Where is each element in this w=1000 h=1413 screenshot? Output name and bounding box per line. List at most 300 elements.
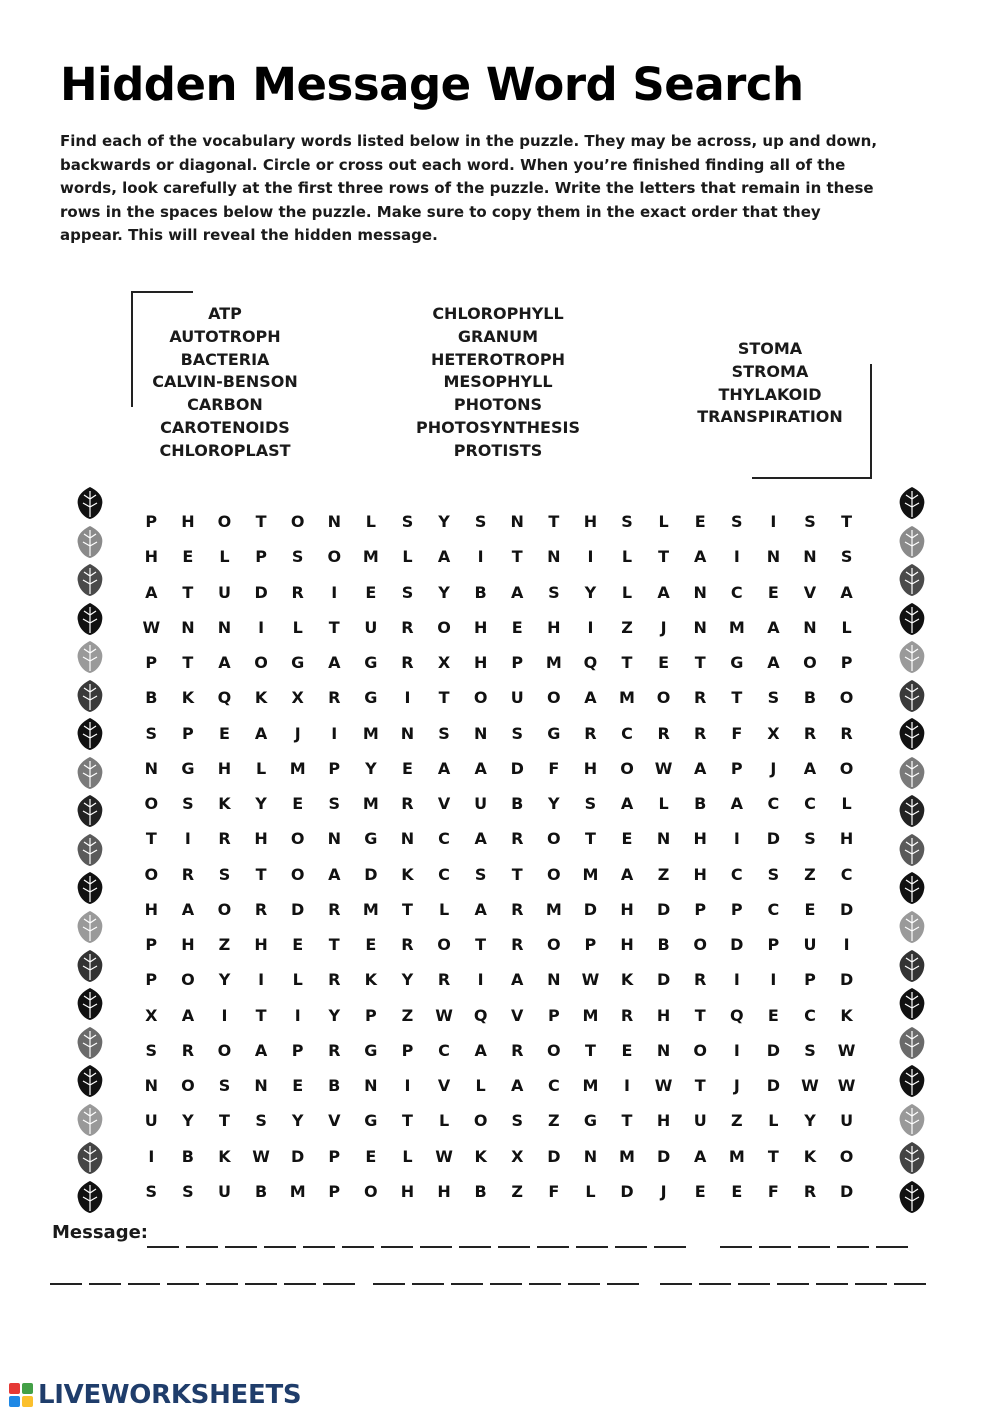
grid-letter[interactable]: D bbox=[839, 899, 854, 919]
message-blank[interactable] bbox=[412, 1283, 444, 1285]
grid-letter[interactable]: B bbox=[803, 688, 817, 708]
message-blank[interactable] bbox=[206, 1283, 238, 1285]
grid-letter[interactable]: M bbox=[289, 1181, 306, 1201]
grid-letter[interactable]: H bbox=[693, 829, 707, 849]
grid-letter[interactable]: I bbox=[221, 1005, 228, 1025]
grid-letter[interactable]: D bbox=[839, 1181, 854, 1201]
grid-letter[interactable]: H bbox=[181, 935, 195, 955]
grid-letter[interactable]: R bbox=[511, 899, 524, 919]
grid-letter[interactable]: V bbox=[511, 1005, 524, 1025]
grid-letter[interactable]: M bbox=[362, 547, 379, 567]
message-blank[interactable] bbox=[777, 1283, 809, 1285]
grid-letter[interactable]: T bbox=[658, 547, 670, 567]
grid-letter[interactable]: I bbox=[587, 617, 594, 637]
grid-letter[interactable]: J bbox=[660, 1181, 667, 1201]
grid-letter[interactable]: K bbox=[218, 1146, 231, 1166]
grid-letter[interactable]: W bbox=[435, 1146, 453, 1166]
grid-letter[interactable]: I bbox=[733, 1040, 740, 1060]
grid-letter[interactable]: C bbox=[438, 864, 450, 884]
grid-letter[interactable]: C bbox=[438, 829, 450, 849]
grid-letter[interactable]: S bbox=[804, 512, 816, 532]
grid-letter[interactable]: Y bbox=[328, 1005, 341, 1025]
grid-letter[interactable]: O bbox=[217, 512, 232, 532]
grid-letter[interactable]: L bbox=[768, 1111, 779, 1131]
grid-letter[interactable]: S bbox=[328, 794, 341, 814]
grid-letter[interactable]: W bbox=[837, 1076, 856, 1096]
grid-letter[interactable]: Z bbox=[730, 1111, 743, 1131]
grid-letter[interactable]: D bbox=[656, 970, 671, 990]
grid-letter[interactable]: J bbox=[660, 617, 667, 637]
grid-letter[interactable]: P bbox=[804, 970, 816, 990]
grid-letter[interactable]: R bbox=[218, 829, 231, 849]
grid-letter[interactable]: F bbox=[548, 1181, 560, 1201]
grid-letter[interactable]: O bbox=[290, 829, 305, 849]
grid-letter[interactable]: W bbox=[654, 758, 673, 778]
grid-letter[interactable]: S bbox=[548, 582, 560, 602]
message-blank[interactable] bbox=[490, 1283, 522, 1285]
grid-letter[interactable]: A bbox=[694, 1146, 707, 1166]
grid-letter[interactable]: W bbox=[801, 1076, 819, 1096]
grid-letter[interactable]: A bbox=[328, 653, 341, 673]
grid-letter[interactable]: V bbox=[437, 794, 451, 814]
grid-letter[interactable]: G bbox=[730, 653, 744, 673]
grid-letter[interactable]: R bbox=[694, 723, 707, 743]
grid-letter[interactable]: R bbox=[401, 935, 414, 955]
grid-letter[interactable]: C bbox=[621, 723, 633, 743]
grid-letter[interactable]: C bbox=[438, 1040, 450, 1060]
message-blanks-line-2c[interactable] bbox=[660, 1283, 926, 1285]
grid-letter[interactable]: A bbox=[584, 688, 597, 708]
grid-letter[interactable]: I bbox=[770, 970, 777, 990]
grid-letter[interactable]: R bbox=[328, 1040, 341, 1060]
grid-letter[interactable]: B bbox=[145, 688, 158, 708]
grid-letter[interactable]: L bbox=[292, 617, 303, 637]
grid-letter[interactable]: H bbox=[254, 935, 268, 955]
grid-letter[interactable]: C bbox=[804, 1005, 816, 1025]
grid-letter[interactable]: A bbox=[511, 1076, 524, 1096]
grid-letter[interactable]: T bbox=[401, 1111, 413, 1131]
grid-letter[interactable]: L bbox=[658, 794, 669, 814]
grid-letter[interactable]: H bbox=[620, 899, 634, 919]
grid-letter[interactable]: O bbox=[620, 758, 634, 778]
grid-letter[interactable]: T bbox=[145, 829, 157, 849]
grid-letter[interactable]: I bbox=[331, 723, 338, 743]
grid-letter[interactable]: H bbox=[583, 758, 598, 778]
grid-letter[interactable]: T bbox=[328, 935, 340, 955]
message-blank[interactable] bbox=[451, 1283, 483, 1285]
grid-letter[interactable]: L bbox=[658, 512, 669, 532]
grid-letter[interactable]: J bbox=[294, 723, 301, 743]
grid-letter[interactable]: L bbox=[621, 582, 633, 602]
grid-letter[interactable]: I bbox=[770, 512, 777, 532]
grid-letter[interactable]: H bbox=[400, 1181, 415, 1201]
grid-letter[interactable]: S bbox=[474, 512, 487, 532]
message-blanks-line-1b[interactable] bbox=[720, 1246, 908, 1248]
grid-letter[interactable]: X bbox=[437, 653, 451, 673]
grid-letter[interactable]: S bbox=[218, 1076, 231, 1096]
grid-letter[interactable]: W bbox=[252, 1146, 270, 1166]
grid-letter[interactable]: M bbox=[582, 1076, 599, 1096]
grid-letter[interactable]: Z bbox=[657, 864, 670, 884]
grid-letter[interactable]: R bbox=[840, 723, 853, 743]
grid-letter[interactable]: D bbox=[656, 1146, 671, 1166]
grid-letter[interactable]: G bbox=[547, 723, 561, 743]
grid-letter[interactable]: E bbox=[621, 1040, 633, 1060]
grid-letter[interactable]: C bbox=[767, 794, 780, 814]
grid-letter[interactable]: X bbox=[767, 723, 780, 743]
message-blank[interactable] bbox=[798, 1246, 830, 1248]
grid-letter[interactable]: A bbox=[145, 582, 158, 602]
grid-letter[interactable]: O bbox=[217, 1040, 232, 1060]
grid-letter[interactable]: H bbox=[217, 758, 232, 778]
grid-letter[interactable]: P bbox=[145, 653, 158, 673]
grid-letter[interactable]: Q bbox=[217, 688, 232, 708]
grid-letter[interactable]: U bbox=[840, 1111, 854, 1131]
message-blank[interactable] bbox=[576, 1246, 608, 1248]
grid-letter[interactable]: C bbox=[547, 1076, 560, 1096]
message-blank[interactable] bbox=[284, 1283, 316, 1285]
grid-letter[interactable]: Z bbox=[804, 864, 816, 884]
grid-letter[interactable]: I bbox=[258, 617, 265, 637]
grid-letter[interactable]: L bbox=[475, 1076, 486, 1096]
message-blank[interactable] bbox=[420, 1246, 452, 1248]
grid-letter[interactable]: K bbox=[218, 794, 231, 814]
message-blank[interactable] bbox=[568, 1283, 600, 1285]
grid-letter[interactable]: E bbox=[658, 653, 670, 673]
grid-letter[interactable]: P bbox=[694, 899, 707, 919]
grid-letter[interactable]: O bbox=[547, 864, 561, 884]
grid-letter[interactable]: O bbox=[144, 864, 159, 884]
grid-letter[interactable]: R bbox=[803, 1181, 817, 1201]
grid-letter[interactable]: N bbox=[547, 970, 561, 990]
liveworksheets-logo[interactable] bbox=[8, 1378, 301, 1412]
grid-letter[interactable]: J bbox=[770, 758, 777, 778]
grid-letter[interactable]: E bbox=[621, 829, 633, 849]
grid-letter[interactable]: T bbox=[694, 653, 706, 673]
grid-letter[interactable]: P bbox=[840, 653, 853, 673]
message-blank[interactable] bbox=[459, 1246, 491, 1248]
grid-letter[interactable]: R bbox=[291, 582, 304, 602]
grid-letter[interactable]: A bbox=[474, 758, 487, 778]
grid-letter[interactable]: R bbox=[181, 1040, 195, 1060]
grid-letter[interactable]: H bbox=[254, 829, 268, 849]
grid-letter[interactable]: O bbox=[364, 1181, 378, 1201]
grid-letter[interactable]: D bbox=[656, 899, 671, 919]
grid-letter[interactable]: H bbox=[144, 899, 158, 919]
grid-letter[interactable]: I bbox=[148, 1146, 155, 1166]
grid-letter[interactable]: M bbox=[728, 1146, 745, 1166]
message-blank[interactable] bbox=[50, 1283, 82, 1285]
grid-letter[interactable]: C bbox=[730, 864, 743, 884]
grid-letter[interactable]: A bbox=[437, 547, 451, 567]
grid-letter[interactable]: L bbox=[438, 1111, 450, 1131]
grid-letter[interactable]: W bbox=[142, 617, 161, 637]
grid-letter[interactable]: S bbox=[182, 794, 194, 814]
grid-letter[interactable]: P bbox=[145, 512, 158, 532]
grid-letter[interactable]: P bbox=[584, 935, 597, 955]
grid-letter[interactable]: A bbox=[803, 758, 817, 778]
grid-letter[interactable]: Y bbox=[291, 1111, 304, 1131]
grid-letter[interactable]: R bbox=[803, 723, 817, 743]
grid-letter[interactable]: Z bbox=[218, 935, 231, 955]
grid-letter[interactable]: N bbox=[693, 617, 707, 637]
grid-letter[interactable]: N bbox=[803, 617, 817, 637]
grid-letter[interactable]: K bbox=[803, 1146, 817, 1166]
grid-letter[interactable]: H bbox=[620, 935, 634, 955]
grid-letter[interactable]: A bbox=[767, 653, 780, 673]
grid-letter[interactable]: P bbox=[182, 723, 194, 743]
grid-letter[interactable]: G bbox=[291, 653, 305, 673]
grid-letter[interactable]: D bbox=[766, 829, 781, 849]
grid-letter[interactable]: R bbox=[328, 899, 341, 919]
grid-letter[interactable]: Z bbox=[511, 1181, 524, 1201]
grid-letter[interactable]: P bbox=[291, 1040, 304, 1060]
grid-letter[interactable]: P bbox=[547, 1005, 560, 1025]
message-blank[interactable] bbox=[607, 1283, 639, 1285]
grid-letter[interactable]: N bbox=[144, 1076, 158, 1096]
grid-letter[interactable]: O bbox=[839, 758, 854, 778]
grid-letter[interactable]: H bbox=[839, 829, 854, 849]
grid-letter[interactable]: K bbox=[364, 970, 378, 990]
grid-letter[interactable]: O bbox=[217, 899, 232, 919]
grid-letter[interactable]: A bbox=[511, 582, 524, 602]
grid-letter[interactable]: K bbox=[181, 688, 195, 708]
grid-letter[interactable]: T bbox=[182, 582, 194, 602]
grid-letter[interactable]: G bbox=[364, 1111, 378, 1131]
grid-letter[interactable]: E bbox=[731, 1181, 743, 1201]
grid-letter[interactable]: A bbox=[840, 582, 853, 602]
grid-letter[interactable]: I bbox=[477, 547, 484, 567]
grid-letter[interactable]: T bbox=[401, 899, 413, 919]
grid-letter[interactable]: R bbox=[254, 899, 268, 919]
message-blank[interactable] bbox=[264, 1246, 296, 1248]
grid-letter[interactable]: P bbox=[145, 935, 158, 955]
grid-letter[interactable]: S bbox=[182, 1181, 194, 1201]
grid-letter[interactable]: Y bbox=[804, 1111, 816, 1131]
grid-letter[interactable]: H bbox=[144, 547, 158, 567]
grid-letter[interactable]: M bbox=[362, 899, 379, 919]
grid-letter[interactable]: A bbox=[694, 758, 707, 778]
grid-letter[interactable]: T bbox=[694, 1076, 706, 1096]
grid-letter[interactable]: R bbox=[328, 688, 341, 708]
grid-letter[interactable]: D bbox=[254, 582, 268, 602]
grid-letter[interactable]: Z bbox=[401, 1005, 414, 1025]
grid-letter[interactable]: E bbox=[804, 899, 816, 919]
grid-letter[interactable]: N bbox=[510, 512, 524, 532]
grid-letter[interactable]: Y bbox=[438, 512, 450, 532]
grid-letter[interactable]: I bbox=[404, 1076, 411, 1096]
grid-letter[interactable]: S bbox=[767, 688, 780, 708]
grid-letter[interactable]: S bbox=[804, 829, 816, 849]
grid-letter[interactable]: K bbox=[474, 1146, 487, 1166]
grid-letter[interactable]: C bbox=[767, 899, 780, 919]
grid-letter[interactable]: C bbox=[840, 864, 853, 884]
grid-letter[interactable]: O bbox=[290, 864, 305, 884]
grid-letter[interactable]: D bbox=[547, 1146, 561, 1166]
grid-letter[interactable]: I bbox=[404, 688, 411, 708]
grid-letter[interactable]: L bbox=[219, 547, 230, 567]
grid-letter[interactable]: L bbox=[621, 547, 633, 567]
grid-letter[interactable]: P bbox=[401, 1040, 414, 1060]
grid-letter[interactable]: O bbox=[290, 512, 305, 532]
grid-letter[interactable]: T bbox=[584, 1040, 596, 1060]
grid-letter[interactable]: N bbox=[803, 547, 817, 567]
grid-letter[interactable]: N bbox=[656, 1040, 671, 1060]
grid-letter[interactable]: S bbox=[291, 547, 304, 567]
grid-letter[interactable]: S bbox=[438, 723, 450, 743]
grid-letter[interactable]: R bbox=[694, 688, 707, 708]
grid-letter[interactable]: Y bbox=[584, 582, 597, 602]
grid-letter[interactable]: M bbox=[362, 723, 379, 743]
message-blank[interactable] bbox=[498, 1246, 530, 1248]
grid-letter[interactable]: R bbox=[401, 653, 414, 673]
grid-letter[interactable]: N bbox=[583, 1146, 598, 1166]
grid-letter[interactable]: T bbox=[475, 935, 487, 955]
grid-letter[interactable]: O bbox=[254, 653, 268, 673]
grid-letter[interactable]: E bbox=[292, 794, 304, 814]
grid-letter[interactable]: L bbox=[841, 794, 852, 814]
grid-letter[interactable]: B bbox=[657, 935, 670, 955]
grid-letter[interactable]: L bbox=[438, 899, 450, 919]
grid-letter[interactable]: I bbox=[294, 1005, 301, 1025]
grid-letter[interactable]: G bbox=[364, 1040, 378, 1060]
grid-letter[interactable]: O bbox=[803, 653, 817, 673]
grid-letter[interactable]: T bbox=[255, 1005, 267, 1025]
grid-letter[interactable]: H bbox=[473, 653, 488, 673]
grid-letter[interactable]: S bbox=[511, 723, 523, 743]
grid-letter[interactable]: A bbox=[620, 864, 634, 884]
grid-letter[interactable]: A bbox=[474, 829, 487, 849]
grid-letter[interactable]: G bbox=[364, 829, 378, 849]
grid-letter[interactable]: T bbox=[255, 864, 267, 884]
grid-letter[interactable]: T bbox=[511, 547, 523, 567]
message-blank[interactable] bbox=[529, 1283, 561, 1285]
grid-letter[interactable]: S bbox=[401, 512, 414, 532]
message-blank[interactable] bbox=[225, 1246, 257, 1248]
grid-letter[interactable]: S bbox=[621, 512, 633, 532]
grid-letter[interactable]: I bbox=[331, 582, 338, 602]
grid-letter[interactable]: W bbox=[435, 1005, 453, 1025]
grid-letter[interactable]: U bbox=[510, 688, 524, 708]
grid-letter[interactable]: D bbox=[766, 1040, 781, 1060]
grid-letter[interactable]: H bbox=[181, 512, 195, 532]
grid-letter[interactable]: N bbox=[217, 617, 232, 637]
grid-letter[interactable]: S bbox=[218, 864, 231, 884]
grid-letter[interactable]: T bbox=[621, 1111, 633, 1131]
grid-letter[interactable]: O bbox=[144, 794, 159, 814]
grid-letter[interactable]: F bbox=[731, 723, 743, 743]
grid-letter[interactable]: A bbox=[620, 794, 634, 814]
grid-letter[interactable]: O bbox=[327, 547, 342, 567]
grid-letter[interactable]: M bbox=[728, 617, 745, 637]
grid-letter[interactable]: U bbox=[144, 1111, 158, 1131]
grid-letter[interactable]: S bbox=[474, 864, 487, 884]
grid-letter[interactable]: D bbox=[766, 1076, 781, 1096]
grid-letter[interactable]: T bbox=[694, 1005, 706, 1025]
message-blank[interactable] bbox=[894, 1283, 926, 1285]
grid-letter[interactable]: C bbox=[804, 794, 816, 814]
grid-letter[interactable]: N bbox=[766, 547, 781, 567]
message-blank[interactable] bbox=[759, 1246, 791, 1248]
grid-letter[interactable]: L bbox=[402, 1146, 413, 1166]
grid-letter[interactable]: Y bbox=[218, 970, 231, 990]
grid-letter[interactable]: I bbox=[733, 970, 740, 990]
grid-letter[interactable]: I bbox=[258, 970, 265, 990]
grid-letter[interactable]: E bbox=[219, 723, 230, 743]
grid-letter[interactable]: G bbox=[583, 1111, 597, 1131]
grid-letter[interactable]: J bbox=[733, 1076, 740, 1096]
grid-letter[interactable]: R bbox=[328, 970, 341, 990]
grid-letter[interactable]: A bbox=[657, 582, 670, 602]
grid-letter[interactable]: A bbox=[328, 864, 341, 884]
grid-letter[interactable]: M bbox=[289, 758, 306, 778]
message-blank[interactable] bbox=[615, 1246, 647, 1248]
grid-letter[interactable]: K bbox=[840, 1005, 853, 1025]
message-blank[interactable] bbox=[89, 1283, 121, 1285]
grid-letter[interactable]: A bbox=[254, 1040, 268, 1060]
grid-letter[interactable]: N bbox=[327, 829, 341, 849]
grid-letter[interactable]: D bbox=[583, 899, 598, 919]
grid-letter[interactable]: P bbox=[730, 899, 743, 919]
grid-letter[interactable]: P bbox=[511, 653, 524, 673]
grid-letter[interactable]: O bbox=[473, 688, 488, 708]
grid-letter[interactable]: H bbox=[437, 1181, 451, 1201]
grid-letter[interactable]: A bbox=[474, 1040, 487, 1060]
grid-letter[interactable]: B bbox=[474, 582, 487, 602]
grid-letter[interactable]: G bbox=[364, 688, 378, 708]
grid-letter[interactable]: N bbox=[656, 829, 671, 849]
message-blank[interactable] bbox=[660, 1283, 692, 1285]
grid-letter[interactable]: I bbox=[843, 935, 850, 955]
grid-letter[interactable]: V bbox=[437, 1076, 451, 1096]
grid-letter[interactable]: I bbox=[587, 547, 594, 567]
grid-letter[interactable]: S bbox=[511, 1111, 523, 1131]
grid-letter[interactable]: Y bbox=[401, 970, 414, 990]
grid-letter[interactable]: U bbox=[803, 935, 817, 955]
grid-letter[interactable]: A bbox=[181, 1005, 195, 1025]
grid-letter[interactable]: S bbox=[255, 1111, 267, 1131]
grid-letter[interactable]: L bbox=[255, 758, 267, 778]
message-blank[interactable] bbox=[186, 1246, 218, 1248]
grid-letter[interactable]: I bbox=[733, 547, 740, 567]
grid-letter[interactable]: L bbox=[292, 970, 303, 990]
grid-letter[interactable]: N bbox=[400, 829, 415, 849]
grid-letter[interactable]: M bbox=[619, 1146, 635, 1166]
grid-letter[interactable]: O bbox=[693, 1040, 707, 1060]
grid-letter[interactable]: M bbox=[362, 794, 379, 814]
grid-letter[interactable]: T bbox=[182, 653, 194, 673]
grid-letter[interactable]: B bbox=[254, 1181, 268, 1201]
grid-letter[interactable]: N bbox=[473, 723, 488, 743]
grid-letter[interactable]: R bbox=[694, 970, 707, 990]
grid-letter[interactable]: E bbox=[365, 582, 377, 602]
grid-letter[interactable]: T bbox=[731, 688, 743, 708]
message-blank[interactable] bbox=[342, 1246, 374, 1248]
grid-letter[interactable]: U bbox=[693, 1111, 707, 1131]
grid-letter[interactable]: M bbox=[582, 864, 599, 884]
grid-letter[interactable]: A bbox=[181, 899, 195, 919]
grid-letter[interactable]: P bbox=[145, 970, 158, 990]
grid-letter[interactable]: H bbox=[473, 617, 488, 637]
grid-letter[interactable]: N bbox=[144, 758, 158, 778]
grid-letter[interactable]: N bbox=[181, 617, 195, 637]
grid-letter[interactable]: B bbox=[511, 794, 524, 814]
grid-letter[interactable]: E bbox=[694, 512, 706, 532]
grid-letter[interactable]: A bbox=[767, 617, 780, 637]
grid-letter[interactable]: G bbox=[364, 653, 378, 673]
message-blank[interactable] bbox=[128, 1283, 160, 1285]
message-blanks-line-2b[interactable] bbox=[373, 1283, 639, 1285]
